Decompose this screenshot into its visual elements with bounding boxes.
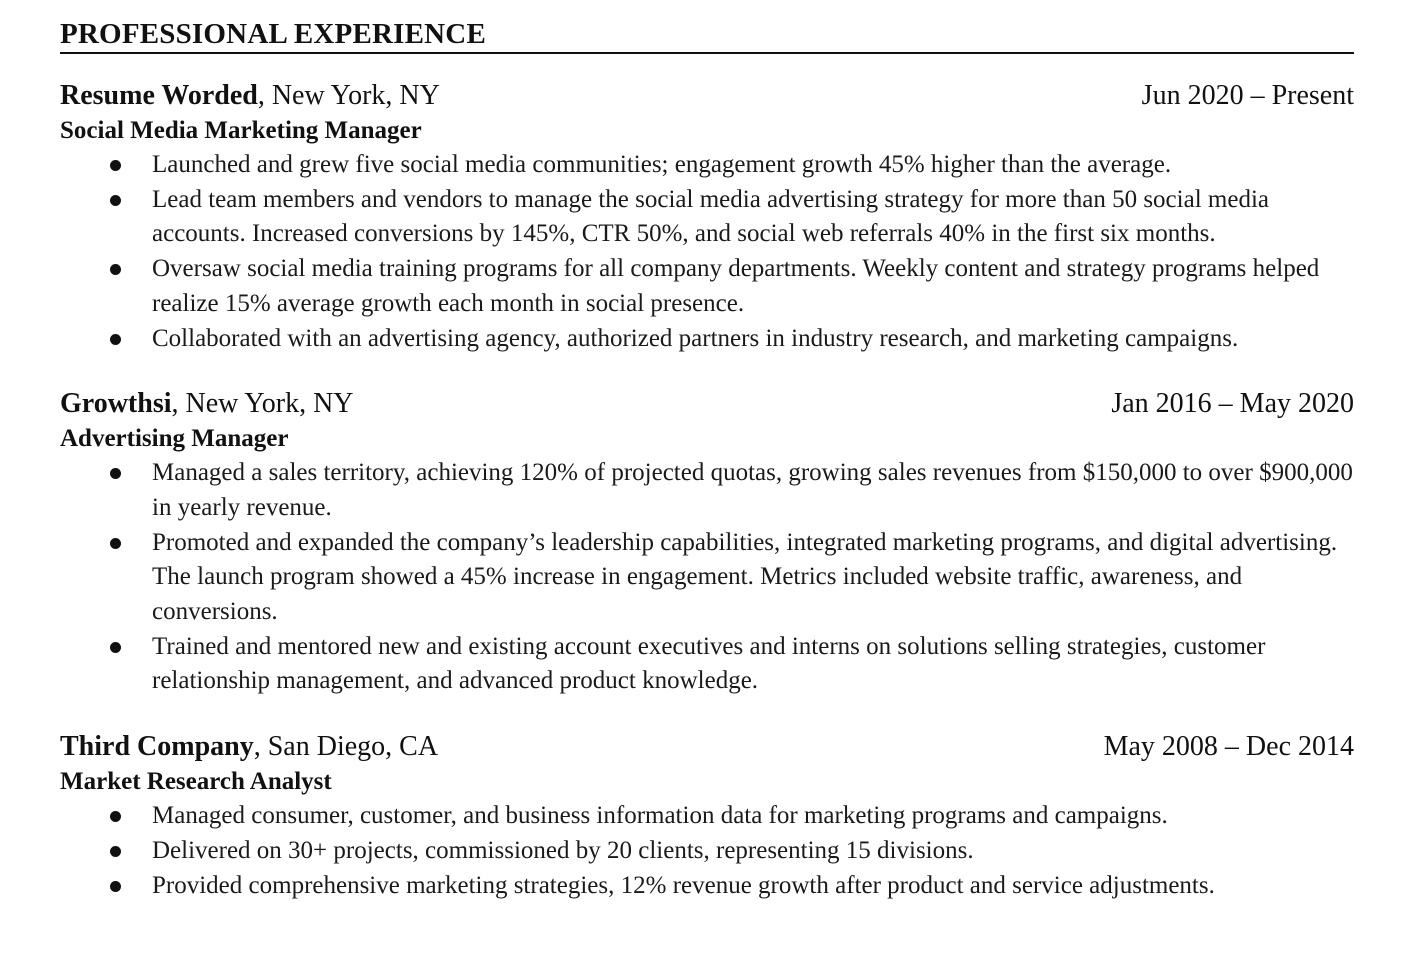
- bullet-icon: [110, 160, 121, 171]
- achievement-text: Lead team members and vendors to manage the social media advertising strategy for more than 50 social media accounts. Increased conversions by 145%, CTR 50%, and social web referrals 40% in the first six months.: [152, 185, 1269, 248]
- job-entry: [60, 386, 1354, 699]
- job-title: Advertising Manager: [60, 425, 289, 453]
- job-title: Social Media Marketing Manager: [60, 117, 422, 144]
- employer: [60, 386, 354, 422]
- achievement-list: [60, 456, 1354, 699]
- employer: [60, 729, 438, 765]
- bullet-icon: [110, 264, 121, 275]
- job-entry: [60, 729, 1354, 903]
- bullet-icon: [110, 195, 121, 206]
- company-name: Third Company: [60, 731, 254, 763]
- achievement-item: [60, 526, 1354, 630]
- achievement-item: [60, 799, 1354, 834]
- bullet-icon: [110, 811, 121, 822]
- job-title: Market Research Analyst: [60, 768, 332, 796]
- achievement-item: [60, 148, 1354, 183]
- achievement-item: [60, 322, 1354, 357]
- bullet-icon: [110, 642, 121, 653]
- achievement-list: [60, 799, 1354, 903]
- achievement-text: Trained and mentored new and existing account executives and interns on solutions selling strategies, customer relationship management, and advanced product knowledge.: [152, 632, 1266, 695]
- job-header: [60, 78, 1354, 114]
- achievement-text: Promoted and expanded the company’s leadership capabilities, integrated marketing programs, and digital advertising. The launch program showed a 45% increase in engagement. Metrics included website traffic, awareness, and conversions.: [152, 528, 1338, 626]
- bullet-icon: [110, 538, 121, 549]
- employment-dates: May 2008 – Dec 2014: [1103, 731, 1354, 763]
- job-header: [60, 729, 1354, 765]
- bullet-icon: [110, 468, 121, 479]
- section-title: PROFESSIONAL EXPERIENCE: [60, 0, 1354, 54]
- achievement-item: [60, 183, 1354, 252]
- company-name: Resume Worded: [60, 80, 258, 111]
- company-location: , San Diego, CA: [253, 731, 439, 763]
- achievement-text: Managed a sales territory, achieving 120% of projected quotas, growing sales revenues from $150,000 to over $900,000 in yearly revenue.: [152, 459, 1353, 521]
- employment-dates: Jan 2016 – May 2020: [1111, 388, 1354, 420]
- job-header: [60, 386, 1354, 422]
- achievement-item: [60, 456, 1354, 525]
- bullet-icon: [110, 881, 121, 892]
- company-location: , New York, NY: [171, 388, 354, 420]
- achievement-text: Launched and grew five social media communities; engagement growth 45% higher than the average.: [152, 151, 1172, 178]
- employer: [60, 78, 440, 114]
- achievement-text: Managed consumer, customer, and business information data for marketing programs and campaigns.: [152, 802, 1168, 830]
- achievement-item: [60, 869, 1354, 904]
- bullet-icon: [110, 846, 121, 857]
- achievement-item: [60, 834, 1354, 869]
- achievement-list: [60, 148, 1354, 356]
- company-location: , New York, NY: [257, 80, 440, 111]
- company-name: Growthsi: [60, 388, 172, 420]
- employment-dates: Jun 2020 – Present: [1141, 80, 1354, 111]
- achievement-text: Collaborated with an advertising agency, authorized partners in industry research, and marketing campaigns.: [152, 324, 1239, 352]
- achievement-text: Provided comprehensive marketing strategies, 12% revenue growth after product and service adjustments.: [152, 871, 1215, 899]
- achievement-item: [60, 630, 1354, 699]
- job-entry: [60, 78, 1354, 356]
- achievement-text: Delivered on 30+ projects, commissioned by 20 clients, representing 15 divisions.: [152, 836, 974, 864]
- achievement-item: [60, 252, 1354, 321]
- bullet-icon: [110, 334, 121, 345]
- achievement-text: Oversaw social media training programs for all company departments. Weekly content and strategy programs helped realize 15% average growth each month in social presence.: [152, 255, 1320, 317]
